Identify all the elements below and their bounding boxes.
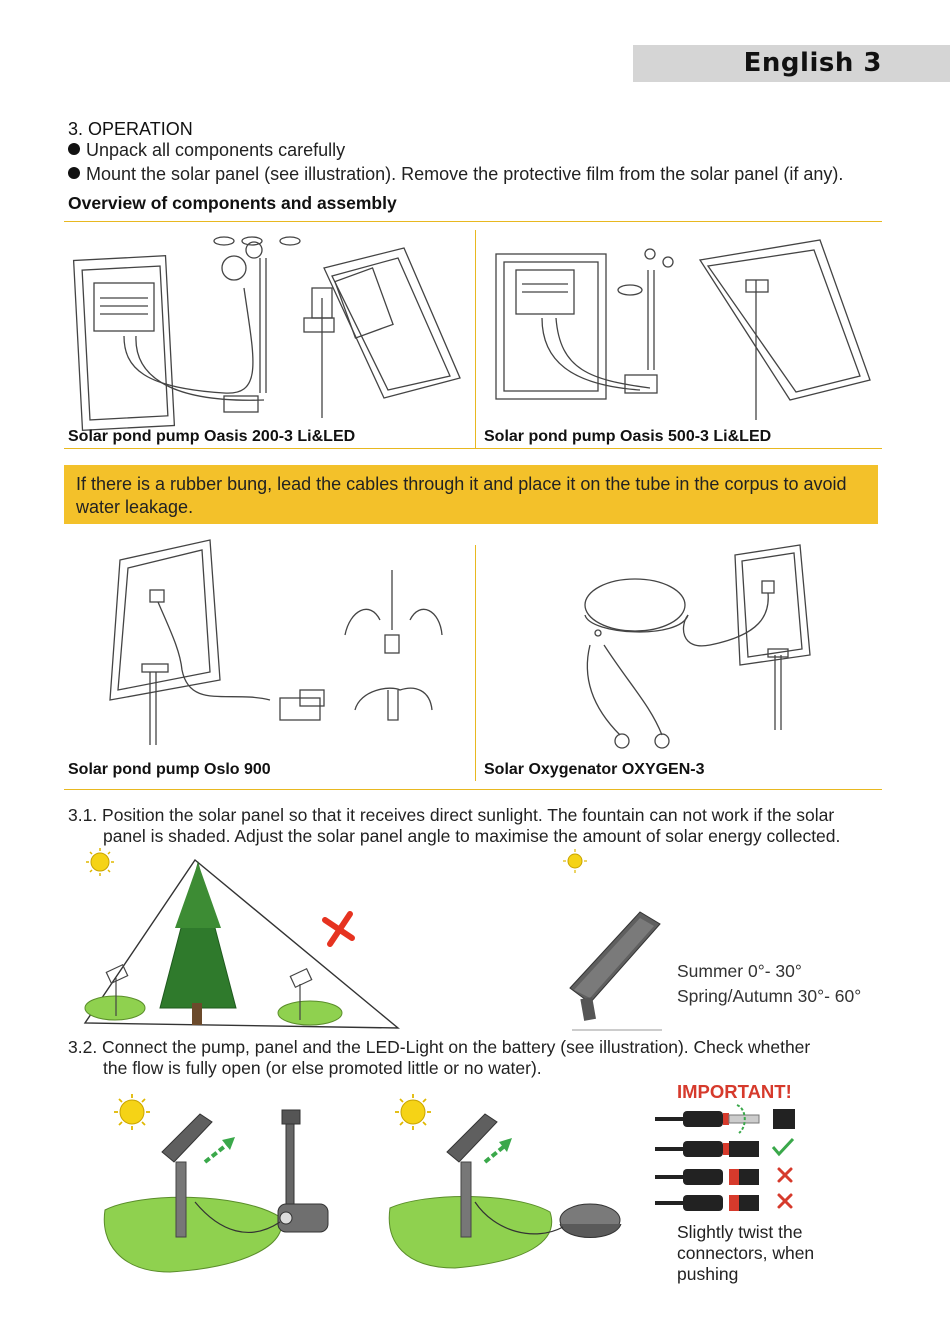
divider <box>64 789 882 790</box>
figure-caption: Solar pond pump Oasis 500-3 Li&LED <box>484 428 772 445</box>
spring-angle-label: Spring/Autumn 30°- 60° <box>677 986 862 1006</box>
shade-illustration <box>80 848 400 1028</box>
bullet-dot-icon <box>68 143 80 155</box>
sun-icon <box>563 849 587 873</box>
vertical-divider <box>475 545 476 781</box>
step-3-2-line1: 3.2. Connect the pump, panel and the LED-Light on the battery (see illustration). Check whether <box>68 1037 811 1057</box>
connector-row <box>655 1195 791 1211</box>
pump-connection-illustration <box>100 1092 360 1272</box>
section-title: 3. OPERATION <box>68 119 193 139</box>
summer-angle-label: Summer 0°- 30° <box>677 961 802 981</box>
connector-diagram <box>655 1103 800 1213</box>
cross-icon <box>779 1169 791 1181</box>
cross-icon <box>779 1195 791 1207</box>
sun-icon <box>395 1094 431 1130</box>
sun-icon <box>86 848 114 876</box>
connector-row <box>655 1139 793 1157</box>
sun-icon <box>114 1094 150 1130</box>
panel-angle-illustration <box>560 848 670 1033</box>
divider <box>64 221 882 222</box>
oxygen3-illustration <box>570 545 885 750</box>
step-3-1-line1: 3.1. Position the solar panel so that it receives direct sunlight. The fountain can not work if the solar <box>68 805 835 825</box>
overview-heading: Overview of components and assembly <box>68 193 397 213</box>
divider <box>64 448 882 449</box>
oasis500-illustration <box>490 240 885 425</box>
vertical-divider <box>475 230 476 448</box>
oasis200-illustration <box>64 228 474 423</box>
bullet-item: Mount the solar panel (see illustration). Remove the protective film from the solar panel (if any). <box>68 164 843 185</box>
step-3-2-line2: the flow is fully open (or else promoted little or no water). <box>103 1058 542 1078</box>
page-header-title: English 3 <box>743 48 882 78</box>
rubber-bung-note: If there is a rubber bung, lead the cables through it and place it on the tube in the corpus to avoid water leakage. <box>64 465 878 524</box>
figure-caption: Solar pond pump Oslo 900 <box>68 761 271 778</box>
figure-caption: Solar Oxygenator OXYGEN-3 <box>484 761 705 778</box>
connector-row <box>655 1169 791 1185</box>
bullet-dot-icon <box>68 167 80 179</box>
cross-icon <box>325 914 352 944</box>
step-3-1-line2: panel is shaded. Adjust the solar panel angle to maximise the amount of solar energy collected. <box>103 826 841 846</box>
check-icon <box>773 1139 793 1154</box>
oxygenator-connection-illustration <box>385 1092 635 1272</box>
bullet-item: Unpack all components carefully <box>68 140 345 161</box>
twist-instruction: Slightly twist the connectors, when pushing <box>677 1222 815 1284</box>
connector-row <box>655 1105 795 1133</box>
oslo900-illustration <box>70 540 470 750</box>
figure-caption: Solar pond pump Oasis 200-3 Li&LED <box>68 428 356 445</box>
important-title: IMPORTANT! <box>677 1081 792 1102</box>
